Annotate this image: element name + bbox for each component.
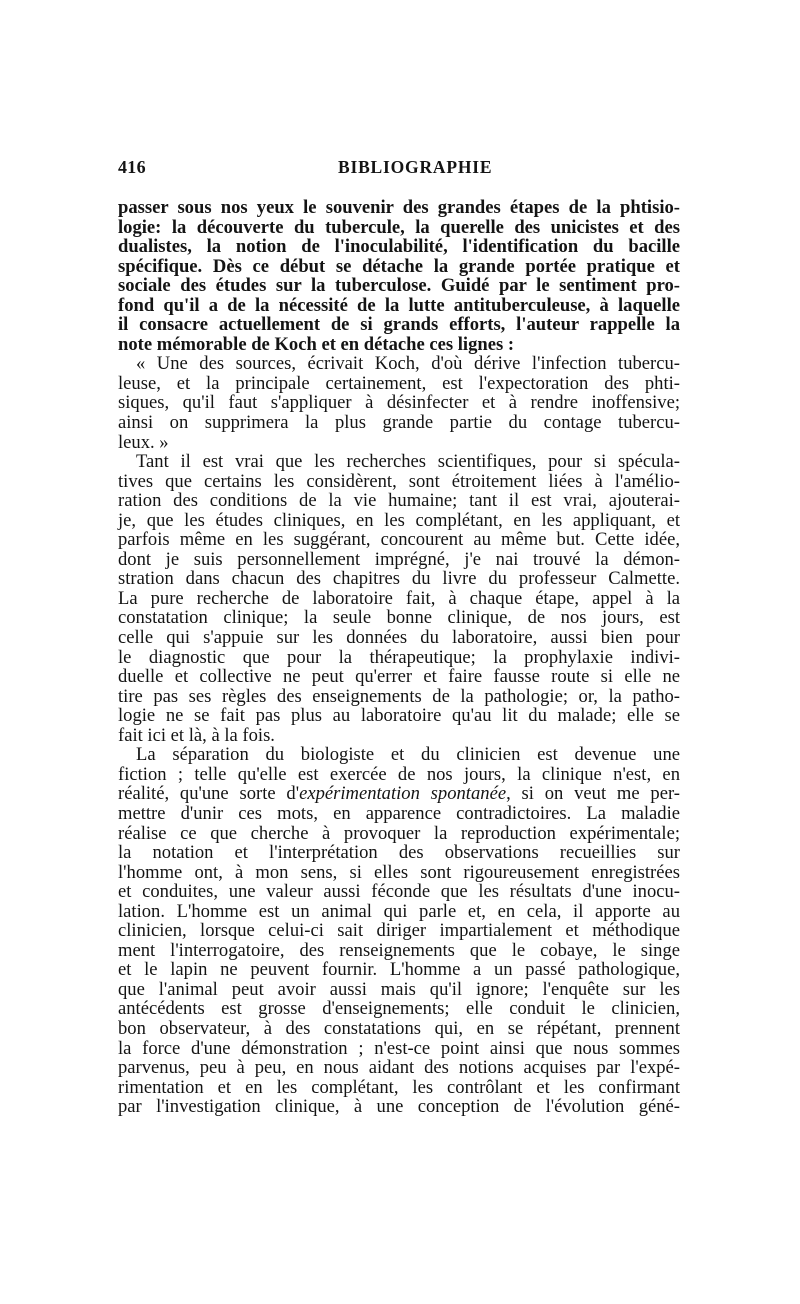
text-run: ainsi on supprimera la plus grande partie du contage tubercu- (118, 412, 680, 434)
text-run: je, que les études cliniques, en les complétant, en les appliquant, et (118, 509, 680, 531)
text-run: clinicien, lorsque celui-ci sait diriger impartialement et méthodique (118, 920, 680, 942)
text-line (118, 550, 680, 570)
text-line (118, 1097, 680, 1117)
text-line (118, 257, 680, 277)
text-run: le diagnostic que pour la thérapeutique; la prophylaxie indivi- (118, 646, 680, 668)
text-run: duelle et collective ne peut qu'errer et faire fausse route si elle ne (118, 666, 680, 688)
text-line (118, 433, 680, 453)
text-line (118, 882, 680, 902)
running-title: BIBLIOGRAPHIE (338, 157, 493, 177)
text-run: logie: la découverte du tubercule, la querelle des unicistes et des (118, 216, 680, 238)
text-run: siques, qu'il faut s'appliquer à désinfecter et à rendre inoffensive; (118, 392, 680, 414)
text-run: dont je suis personnellement imprégné, j'e nai trouvé la démon- (118, 548, 680, 570)
text-line (118, 765, 680, 785)
text-run: leux. » (118, 431, 169, 453)
text-line (118, 667, 680, 687)
body-text (118, 198, 680, 1117)
text-line (118, 413, 680, 433)
text-line (118, 608, 680, 628)
text-line (118, 726, 680, 746)
text-run: fait ici et là, à la fois. (118, 724, 275, 746)
page-number: 416 (118, 157, 146, 177)
text-run: stration dans chacun des chapitres du livre du professeur Calmette. (118, 568, 680, 590)
text-run: tire pas ses règles des enseignements de la pathologie; or, la patho- (118, 685, 680, 707)
text-line (118, 960, 680, 980)
text-line (118, 824, 680, 844)
text-run: lation. L'homme est un animal qui parle et, en cela, il apporte au (118, 900, 680, 922)
text-run: tives que certains les considèrent, sont étroitement liées à l'amélio- (118, 470, 680, 492)
text-line (118, 980, 680, 1000)
text-line (118, 335, 680, 355)
text-line (118, 511, 680, 531)
text-run: il consacre actuellement de si grands efforts, l'auteur rappelle la (118, 314, 680, 336)
text-line (118, 569, 680, 589)
text-run: la force d'une démonstration ; n'est-ce point ainsi que nous sommes (118, 1037, 680, 1059)
text-line (118, 843, 680, 863)
text-run: par l'investigation clinique, à une conception de l'évolution géné- (118, 1096, 680, 1118)
text-run: réalise ce que cherche à provoquer la reproduction expérimentale; (118, 822, 680, 844)
text-line (118, 198, 680, 218)
text-run: ment l'interrogatoire, des renseignements que le cobaye, le singe (118, 939, 680, 961)
text-line (118, 999, 680, 1019)
text-run: antécédents est grosse d'enseignements; elle conduit le clinicien, (118, 998, 680, 1020)
text-line (118, 706, 680, 726)
text-line (118, 393, 680, 413)
text-run: et conduites, une valeur aussi féconde que les résultats d'une inocu- (118, 881, 680, 903)
text-line (118, 530, 680, 550)
text-run: La séparation du biologiste et du clinicien est devenue une (136, 744, 680, 766)
text-line (118, 472, 680, 492)
text-run: parfois même en les suggérant, concourent au même but. Cette idée, (118, 529, 680, 551)
text-line (118, 237, 680, 257)
running-head (118, 157, 680, 179)
text-line (118, 218, 680, 238)
text-run: fiction ; telle qu'elle est exercée de nos jours, la clinique n'est, en (118, 763, 680, 785)
text-line (118, 296, 680, 316)
text-line (118, 648, 680, 668)
text-run: « Une des sources, écrivait Koch, d'où dérive l'infection tubercu- (136, 353, 680, 375)
text-line (118, 1019, 680, 1039)
text-run: parvenus, peu à peu, en nous aidant des notions acquises par l'expé- (118, 1057, 680, 1079)
text-line (118, 941, 680, 961)
text-line (118, 589, 680, 609)
text-line (118, 863, 680, 883)
text-run: note mémorable de Koch et en détache ces lignes : (118, 333, 515, 355)
text-run: logie ne se fait pas plus au laboratoire qu'au lit du malade; elle se (118, 705, 680, 727)
italic-phrase: expérimentation spontanée (299, 783, 507, 805)
text-run: celle qui s'appuie sur les données du laboratoire, aussi bien pour (118, 627, 680, 649)
text-line (118, 491, 680, 511)
text-line (118, 687, 680, 707)
text-run: réalité, qu'une sorte d' (118, 783, 300, 805)
text-run: l'homme ont, à mon sens, si elles sont rigoureusement enregistrées (118, 861, 680, 883)
text-line (118, 784, 680, 804)
text-run: dualistes, la notion de l'inoculabilité, l'identification du bacille (118, 236, 680, 258)
text-line (118, 315, 680, 335)
text-line (118, 1039, 680, 1059)
text-line (118, 902, 680, 922)
text-run: la notation et l'interprétation des observations recueillies sur (118, 842, 680, 864)
text-run: et le lapin ne peuvent fournir. L'homme a un passé pathologique, (118, 959, 680, 981)
text-run: constatation clinique; la seule bonne clinique, de nos jours, est (118, 607, 680, 629)
text-line (118, 1078, 680, 1098)
text-line (118, 628, 680, 648)
text-line (118, 1058, 680, 1078)
text-run: bon observateur, à des constatations qui, en se répétant, prennent (118, 1017, 680, 1039)
text-run: passer sous nos yeux le souvenir des grandes étapes de la phtisio- (118, 197, 680, 218)
text-run: Tant il est vrai que les recherches scientifiques, pour si spécula- (136, 451, 680, 473)
text-run: rimentation et en les complétant, les contrôlant et les confirmant (118, 1076, 680, 1098)
text-run: mettre d'unir ces mots, en apparence contradictoires. La maladie (118, 802, 680, 824)
text-line (118, 804, 680, 824)
text-run: spécifique. Dès ce début se détache la grande portée pratique et (118, 255, 680, 277)
text-line (118, 452, 680, 472)
text-line (118, 374, 680, 394)
text-run: , si on veut me per- (506, 783, 680, 805)
text-run: fond qu'il a de la nécessité de la lutte antituberculeuse, à laquelle (118, 294, 680, 316)
text-run: La pure recherche de laboratoire fait, à chaque étape, appel à la (118, 587, 680, 609)
text-line (118, 276, 680, 296)
text-line (118, 921, 680, 941)
text-line (118, 354, 680, 374)
text-run: ration des conditions de la vie humaine; tant il est vrai, ajouterai- (118, 490, 680, 512)
text-run: que l'animal peut avoir aussi mais qu'il ignore; l'enquête sur les (118, 978, 680, 1000)
text-line (118, 745, 680, 765)
text-run: leuse, et la principale certainement, est l'expectoration des phti- (118, 372, 680, 394)
text-run: sociale des études sur la tuberculose. Guidé par le sentiment pro- (118, 275, 680, 297)
